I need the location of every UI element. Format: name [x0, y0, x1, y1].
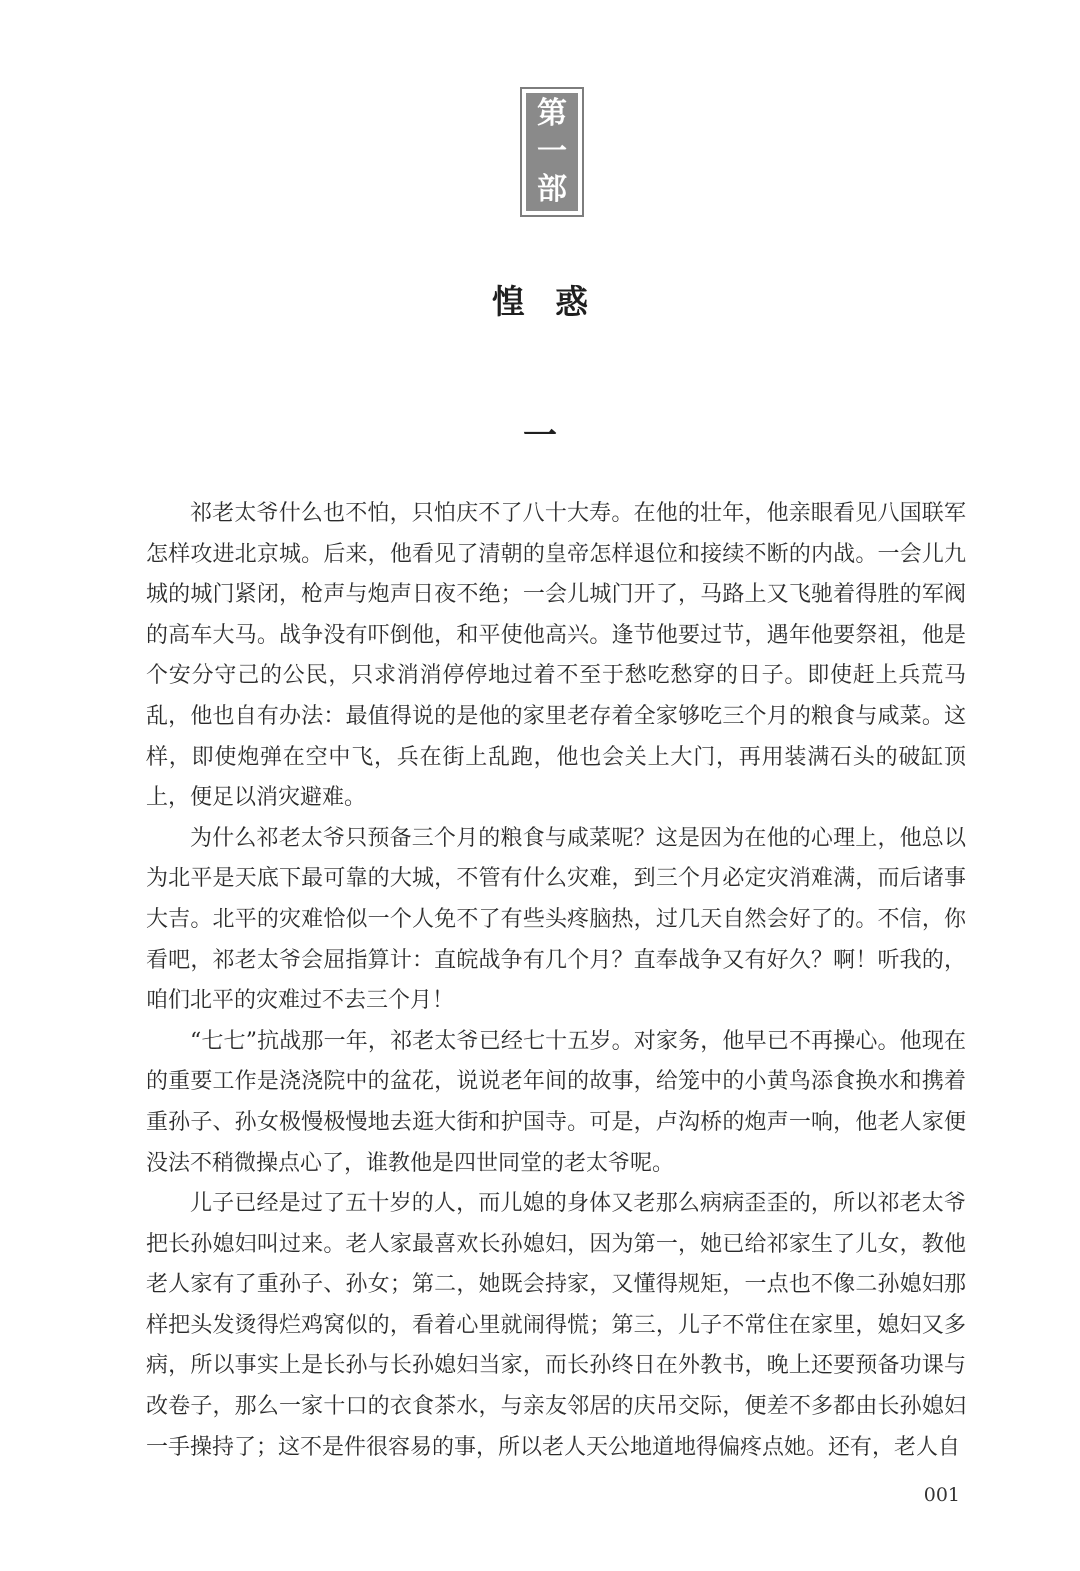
part-label-badge [520, 87, 584, 217]
part-label-inner [526, 93, 578, 211]
body-text [146, 494, 966, 1468]
part-label-char: 部 [537, 172, 567, 207]
paragraph: 为什么祁老太爷只预备三个月的粮食与咸菜呢？这是因为在他的心理上，他总以为北平是天底下最可靠的大城，不管有什么灾难，到三个月必定灾消难满，而后诸事大吉。北平的灾难恰似一个人免不了有些头疼脑热，过几天自然会好了的。不信，你看吧，祁老太爷会屈指算计：直皖战争有几个月？直奉战争又有好久？啊！听我的，咱们北平的灾难过不去三个月！ [146, 825, 966, 1014]
section-title: 惶惑 [492, 282, 618, 321]
page-number: 001 [923, 1484, 960, 1506]
paragraph: 祁老太爷什么也不怕，只怕庆不了八十大寿。在他的壮年，他亲眼看见八国联军怎样攻进北京城。后来，他看见了清朝的皇帝怎样退位和接续不断的内战。一会儿九城的城门紧闭，枪声与炮声日夜不绝；一会儿城门开了，马路上又飞驰着得胜的军阀的高车大马。战争没有吓倒他，和平使他高兴。逢节他要过节，遇年他要祭祖，他是个安分守己的公民，只求消消停停地过着不至于愁吃愁穿的日子。即使赶上兵荒马乱，他也自有办法：最值得说的是他的家里老存着全家够吃三个月的粮食与咸菜。这样，即使炮弹在空中飞，兵在街上乱跑，他也会关上大门，再用装满石头的破缸顶上，便足以消灾避难。 [146, 501, 966, 811]
paragraph: 儿子已经是过了五十岁的人，而儿媳的身体又老那么病病歪歪的，所以祁老太爷把长孙媳妇叫过来。老人家最喜欢长孙媳妇，因为第一，她已给祁家生了儿女，教他老人家有了重孙子、孙女；第二，她既会持家，又懂得规矩，一点也不像二孙媳妇那样把头发烫得烂鸡窝似的，看着心里就闹得慌；第三，儿子不常住在家里，媳妇又多病，所以事实上是长孙与长孙媳妇当家，而长孙终日在外教书，晚上还要预备功课与改卷子，那么一家十口的衣食茶水，与亲友邻居的庆吊交际，便差不多都由长孙媳妇一手操持了；这不是件很容易的事，所以老人天公地道地得偏疼点她。还有，老人自 [146, 1191, 966, 1460]
part-label-char: 一 [537, 134, 567, 169]
paragraph: “七七”抗战那一年，祁老太爷已经七十五岁。对家务，他早已不再操心。他现在的重要工作是浇浇院中的盆花，说说老年间的故事，给笼中的小黄鸟添食换水和携着重孙子、孙女极慢极慢地去逛大街和护国寺。可是，卢沟桥的炮声一响，他老人家便没法不稍微操点心了，谁教他是四世同堂的老太爷呢。 [146, 1028, 966, 1176]
part-label-char: 第 [537, 96, 567, 131]
chapter-number: 一 [523, 416, 557, 456]
